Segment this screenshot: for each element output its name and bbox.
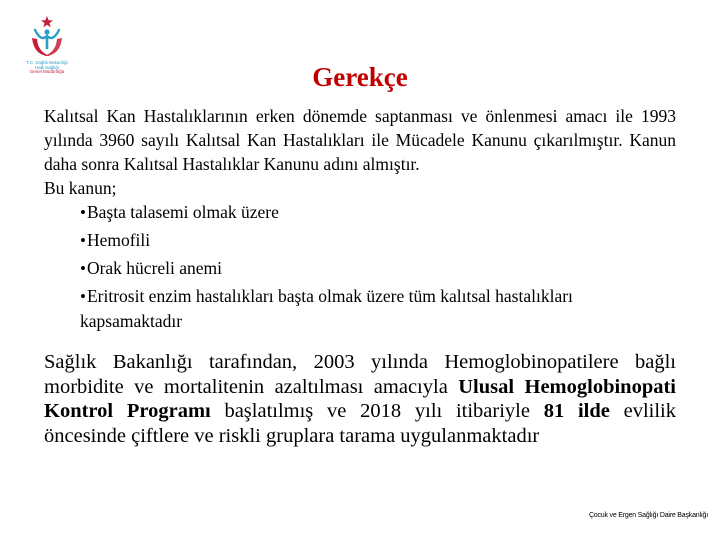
program-text-1: Sağlık Bakanlığı tarafından, 2003 yılında Hemoglobinopatilere bağlı morbidite ve mortalitenin azaltılması amacıyla [44,351,676,398]
legislation-section [44,104,676,336]
page-title-text: Gerekçe [312,62,408,92]
law-intro: Bu kanun; [44,178,117,198]
disease-list [44,200,676,333]
list-item-text: Eritrosit enzim hastalıkları başta olmak üzere tüm kalıtsal hastalıkları kapsamaktadır [80,286,573,331]
list-item [80,256,676,281]
list-item [80,200,676,225]
program-paragraph [44,350,676,448]
list-item [80,284,676,333]
bullet-icon: • [80,203,86,222]
page-title [0,62,720,93]
logo-directorate-text: Genel Müdürlüğü [29,69,65,74]
logo-ministry-text: T.C. Sağlık Bakanlığı [26,60,68,65]
province-count-bold: 81 ilde [543,400,610,422]
legislation-paragraph: Kalıtsal Kan Hastalıklarının erken dönemde saptanması ve önlenmesi amacı ile 1993 yılında 3960 sayılı Kalıtsal Kan Hastalıkları ile Mücadele Kanunu çıkarılmıştır. Kanun daha sonra Kalıtsal Hastalıklar Kanunu adını almıştır. [44,106,676,174]
list-item [80,228,676,253]
bullet-icon: • [80,259,86,278]
program-text-3: evlilik öncesinde çiftlere ve riskli gruplara tarama uygulanmaktadır [44,400,676,447]
footer-department: Çocuk ve Ergen Sağlığı Daire Başkanlığı [588,512,708,519]
bullet-icon: • [80,231,86,250]
program-name-bold: Ulusal Hemoglobinopati Kontrol Programı [44,375,676,422]
list-item-text: Başta talasemi olmak üzere [86,202,279,222]
logo-department-text: Halk Sağlığı [34,65,60,70]
list-item-text: Orak hücreli anemi [86,258,223,278]
program-text-2: başlatılmış ve 2018 yılı itibariyle [210,400,544,422]
list-item-text: Hemofili [86,230,151,250]
bullet-icon: • [80,287,86,306]
logo-emblem-icon [18,12,76,60]
